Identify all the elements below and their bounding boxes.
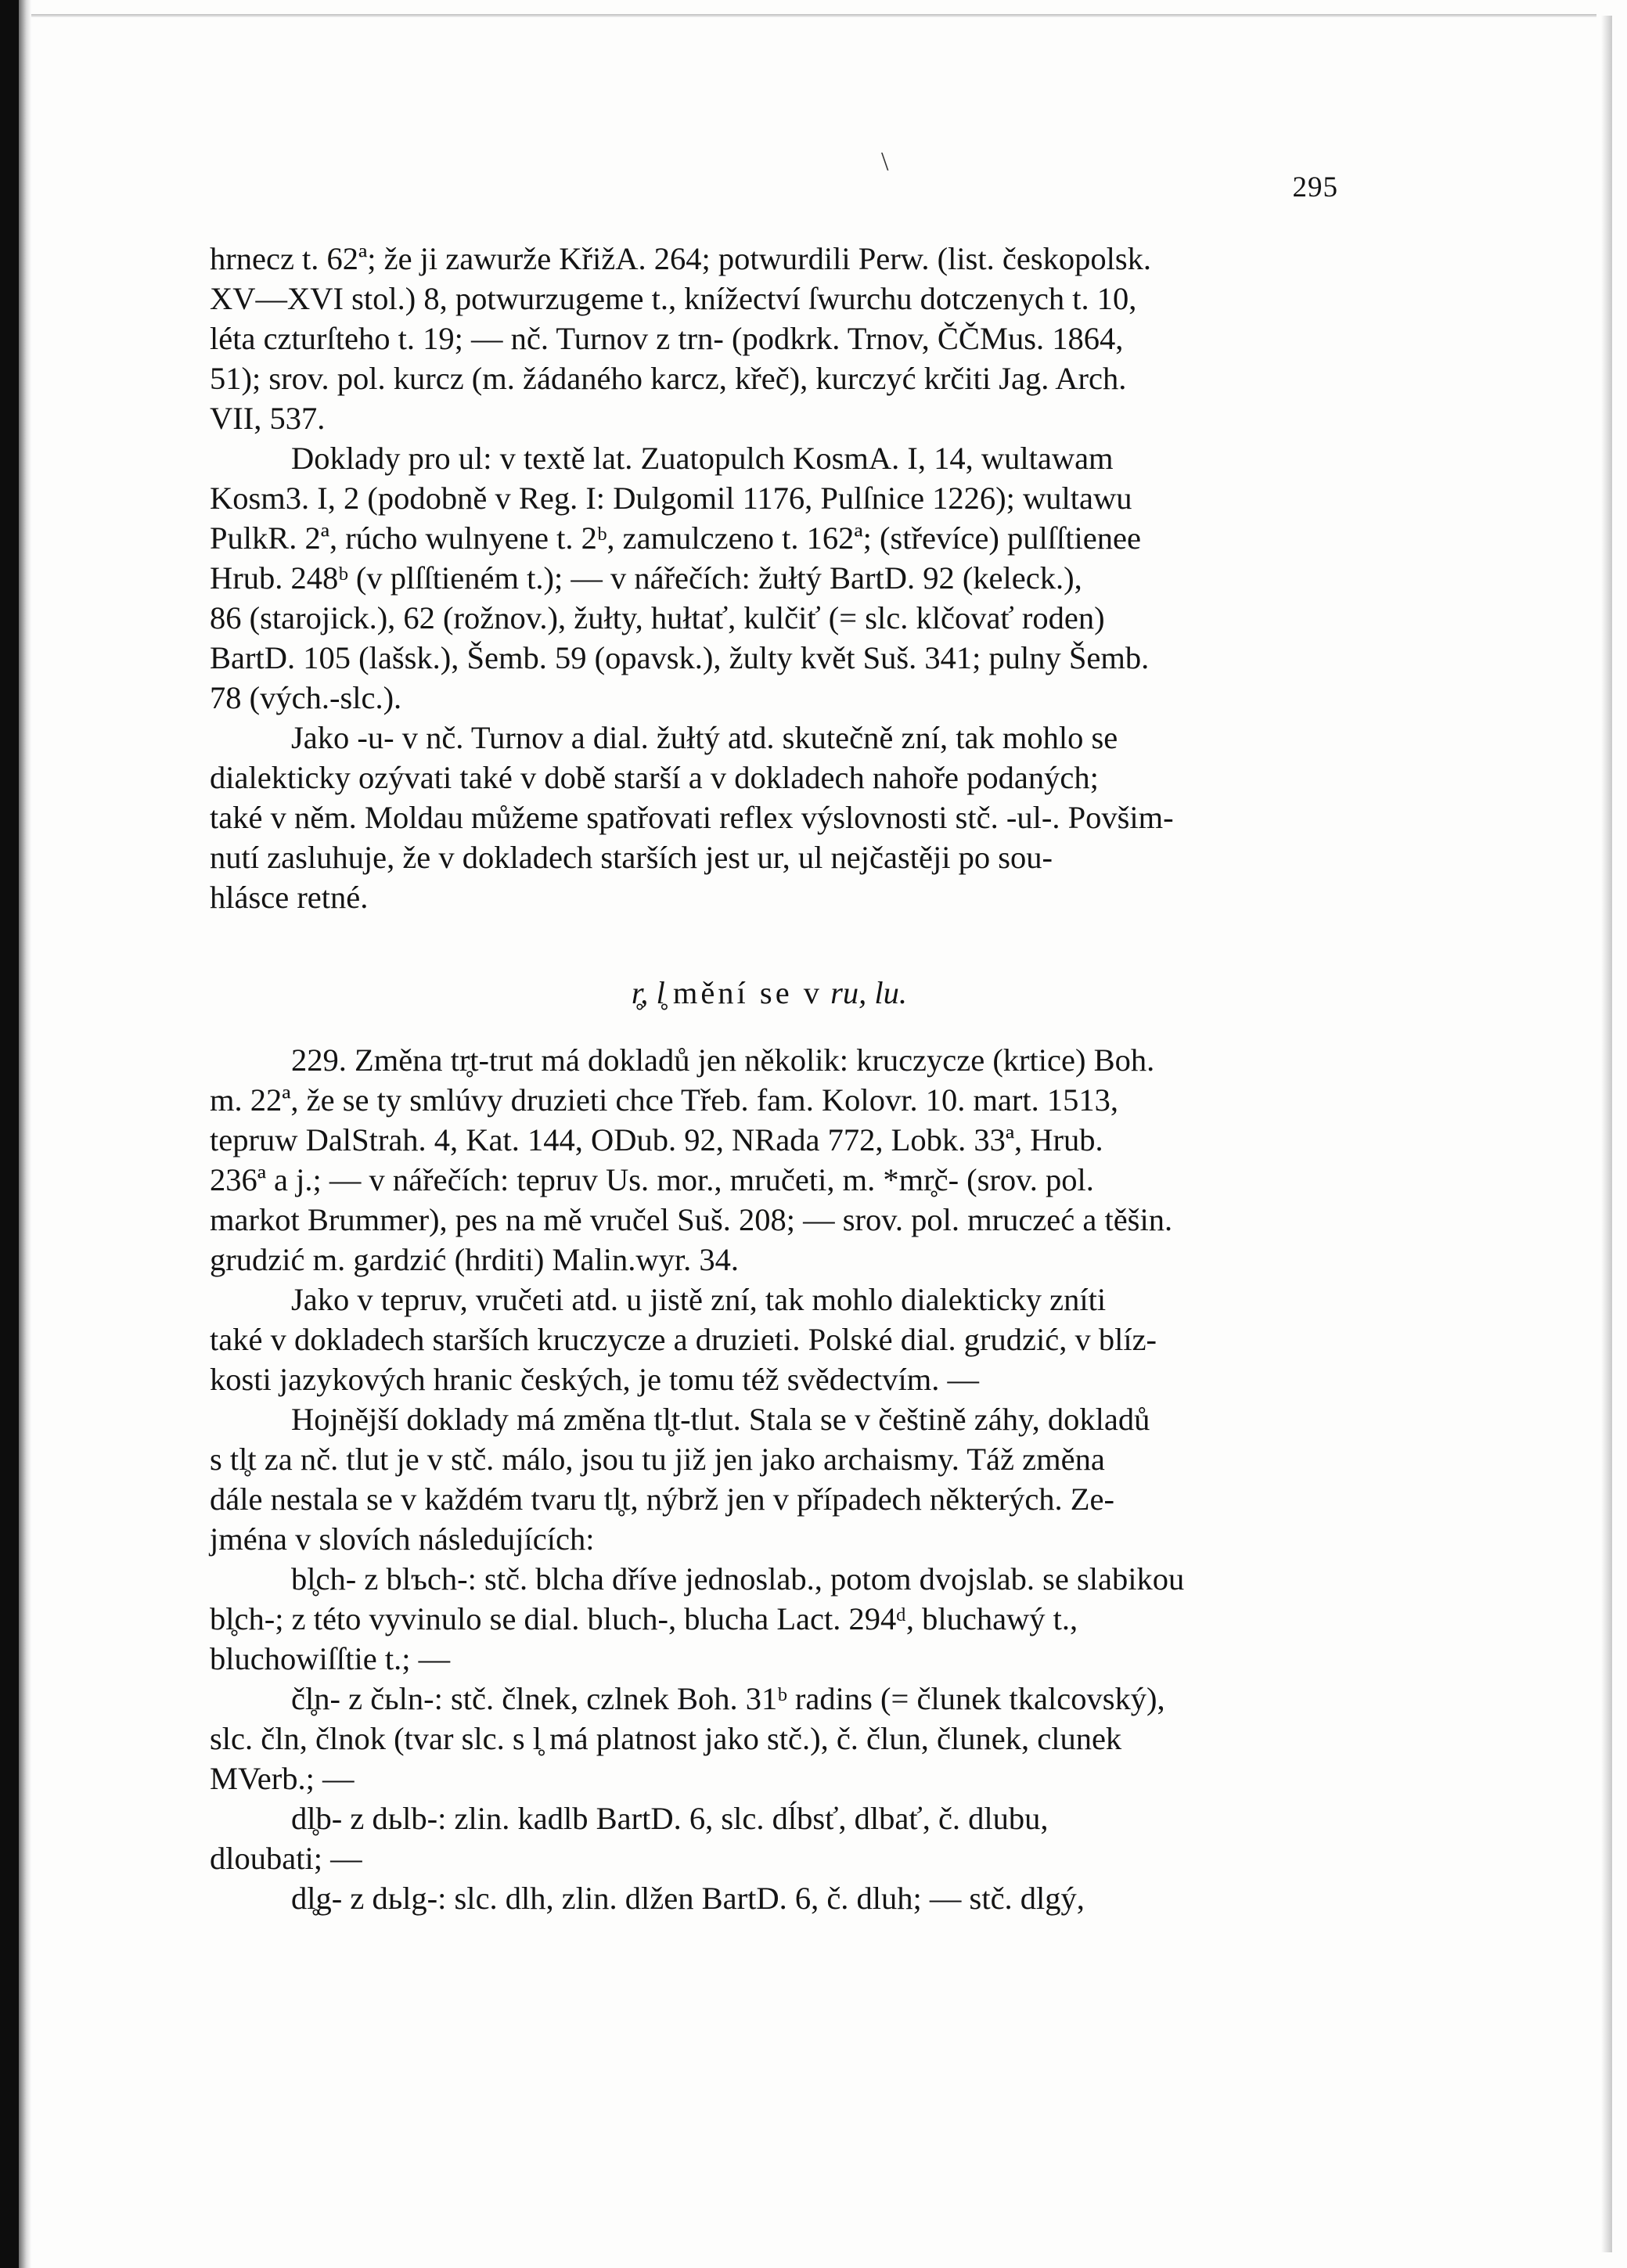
heading-forms: ru, lu. — [830, 975, 908, 1010]
text-line: XV—XVI stol.) 8, potwurzugeme t., knížectví ſwurchu dotczenych t. 10, — [210, 281, 1137, 316]
text-line: VII, 537. — [210, 401, 326, 436]
page-body — [210, 239, 1329, 1918]
text-line: grudzić m. gardzić (hrditi) Malin.wyr. 34. — [210, 1242, 739, 1277]
text-line: léta czturſteho t. 19; — nč. Turnov z trn- (podkrk. Trnov, ČČMus. 1864, — [210, 321, 1124, 356]
text-line: bl̥ch-; z této vyvinulo se dial. bluch-, blucha Lact. 294ᵈ, bluchawý t., — [210, 1601, 1078, 1636]
paragraph-turnov: Jako -u- v nč. Turnov a dial. žułtý atd. skutečně zní, tak mohlo se — [291, 720, 1118, 755]
paragraph-tlt-tlut: Hojnější doklady má změna tl̥t-tlut. Stala se v češtině záhy, dokladů — [291, 1402, 1150, 1437]
text-line: s tl̥t za nč. tlut je v stč. málo, jsou tu již jen jako archaismy. Táž změna — [210, 1442, 1105, 1477]
text-line: Kosm3. I, 2 (podobně v Reg. I: Dulgomil 1176, Pulſnice 1226); wultawu — [210, 481, 1132, 516]
text-line: kosti jazykových hranic českých, je tomu též svědectvím. — — [210, 1362, 979, 1397]
entry-dlg: dl̥g- z dьlg-: slc. dlh, zlin. dlžen BartD. 6, č. dluh; — stč. dlgý, — [291, 1881, 1085, 1916]
text-line: bluchowiſſtie t.; — — [210, 1641, 451, 1676]
page-number: 295 — [1292, 171, 1338, 203]
section-heading — [210, 973, 1329, 1013]
text-line: 51); srov. pol. kurcz (m. žádaného karcz, křeč), kurczyć krčiti Jag. Arch. — [210, 361, 1127, 396]
text-line: jména v slovích následujících: — [210, 1521, 595, 1557]
text-line: PulkR. 2ª, rúcho wulnyene t. 2ᵇ, zamulczeno t. 162ª; (střevíce) pulſſtienee — [210, 520, 1141, 556]
text-line: tepruw DalStrah. 4, Kat. 144, ODub. 92, NRada 772, Lobk. 33ª, Hrub. — [210, 1122, 1103, 1157]
text-line: nutí zasluhuje, že v dokladech starších jest ur, ul nejčastěji po sou- — [210, 840, 1053, 875]
book-spine-gradient — [19, 0, 31, 2268]
text-line: m. 22ª, že se ty smlúvy druzieti chce Třeb. fam. Kolovr. 10. mart. 1513, — [210, 1082, 1119, 1118]
text-line: slc. čln, člnok (tvar slc. s l̥ má platnost jako stč.), č. člun, člunek, clunek — [210, 1721, 1122, 1756]
paragraph-tepruv: Jako v tepruv, vručeti atd. u jistě zní, tak mohlo dialekticky zníti — [291, 1282, 1107, 1317]
heading-letters: r̥, l̥ — [631, 975, 665, 1010]
page-top-edge — [31, 14, 1596, 17]
text-line: 86 (starojick.), 62 (rožnov.), žułty, hułtať, kulčiť (= slc. klčovať roden) — [210, 600, 1105, 635]
page-right-edge — [1601, 16, 1612, 2252]
scan-mark: \ — [881, 147, 889, 176]
text-line: také v dokladech starších kruczycze a druzieti. Polské dial. grudzić, v blíz- — [210, 1322, 1157, 1357]
paragraph-229: 229. Změna tr̥t-trut má dokladů jen několik: kruczycze (krtice) Boh. — [291, 1042, 1155, 1078]
text-line: Hrub. 248ᵇ (v plſſtieném t.); — v nářečích: žułtý BartD. 92 (keleck.), — [210, 560, 1082, 596]
text-line: dialekticky ozývati také v době starší a v dokladech nahoře podaných; — [210, 760, 1099, 795]
book-spine-shadow — [0, 0, 19, 2268]
text-line: hrnecz t. 62ª; že ji zawurže KřižA. 264; potwurdili Perw. (list. českopolsk. — [210, 241, 1151, 276]
text-line: MVerb.; — — [210, 1761, 355, 1796]
text-line: hlásce retné. — [210, 880, 369, 915]
heading-spaced-text: mění se v — [672, 975, 823, 1010]
text-line: také v něm. Moldau můžeme spatřovati reflex výslovnosti stč. -ul-. Povšim- — [210, 800, 1174, 835]
text-line: 78 (vých.-slc.). — [210, 680, 402, 715]
text-line: markot Brummer), pes na mě vručel Suš. 208; — srov. pol. mruczeć a těšin. — [210, 1202, 1173, 1237]
entry-cln: čl̥n- z čьln-: stč. člnek, czlnek Boh. 31ᵇ radins (= člunek tkalcovský), — [291, 1681, 1165, 1716]
paragraph-ul-evidence: Doklady pro ul: v textě lat. Zuatopulch KosmA. I, 14, wultawam — [291, 441, 1114, 476]
text-line: dloubati; — — [210, 1841, 362, 1876]
text-line: 236ª a j.; — v nářečích: tepruv Us. mor., mručeti, m. *mr̥č- (srov. pol. — [210, 1162, 1094, 1197]
entry-dlb: dl̥b- z dьlb-: zlin. kadlb BartD. 6, slc. dĺbsť, dlbať, č. dlubu, — [291, 1801, 1049, 1836]
entry-blch: bl̥ch- z blъch-: stč. blcha dříve jednoslab., potom dvojslab. se slabikou — [291, 1561, 1185, 1597]
text-line: dále nestala se v každém tvaru tl̥t, nýbrž jen v případech některých. Ze- — [210, 1481, 1115, 1517]
text-line: BartD. 105 (lašsk.), Šemb. 59 (opavsk.), žulty květ Suš. 341; pulny Šemb. — [210, 640, 1150, 675]
